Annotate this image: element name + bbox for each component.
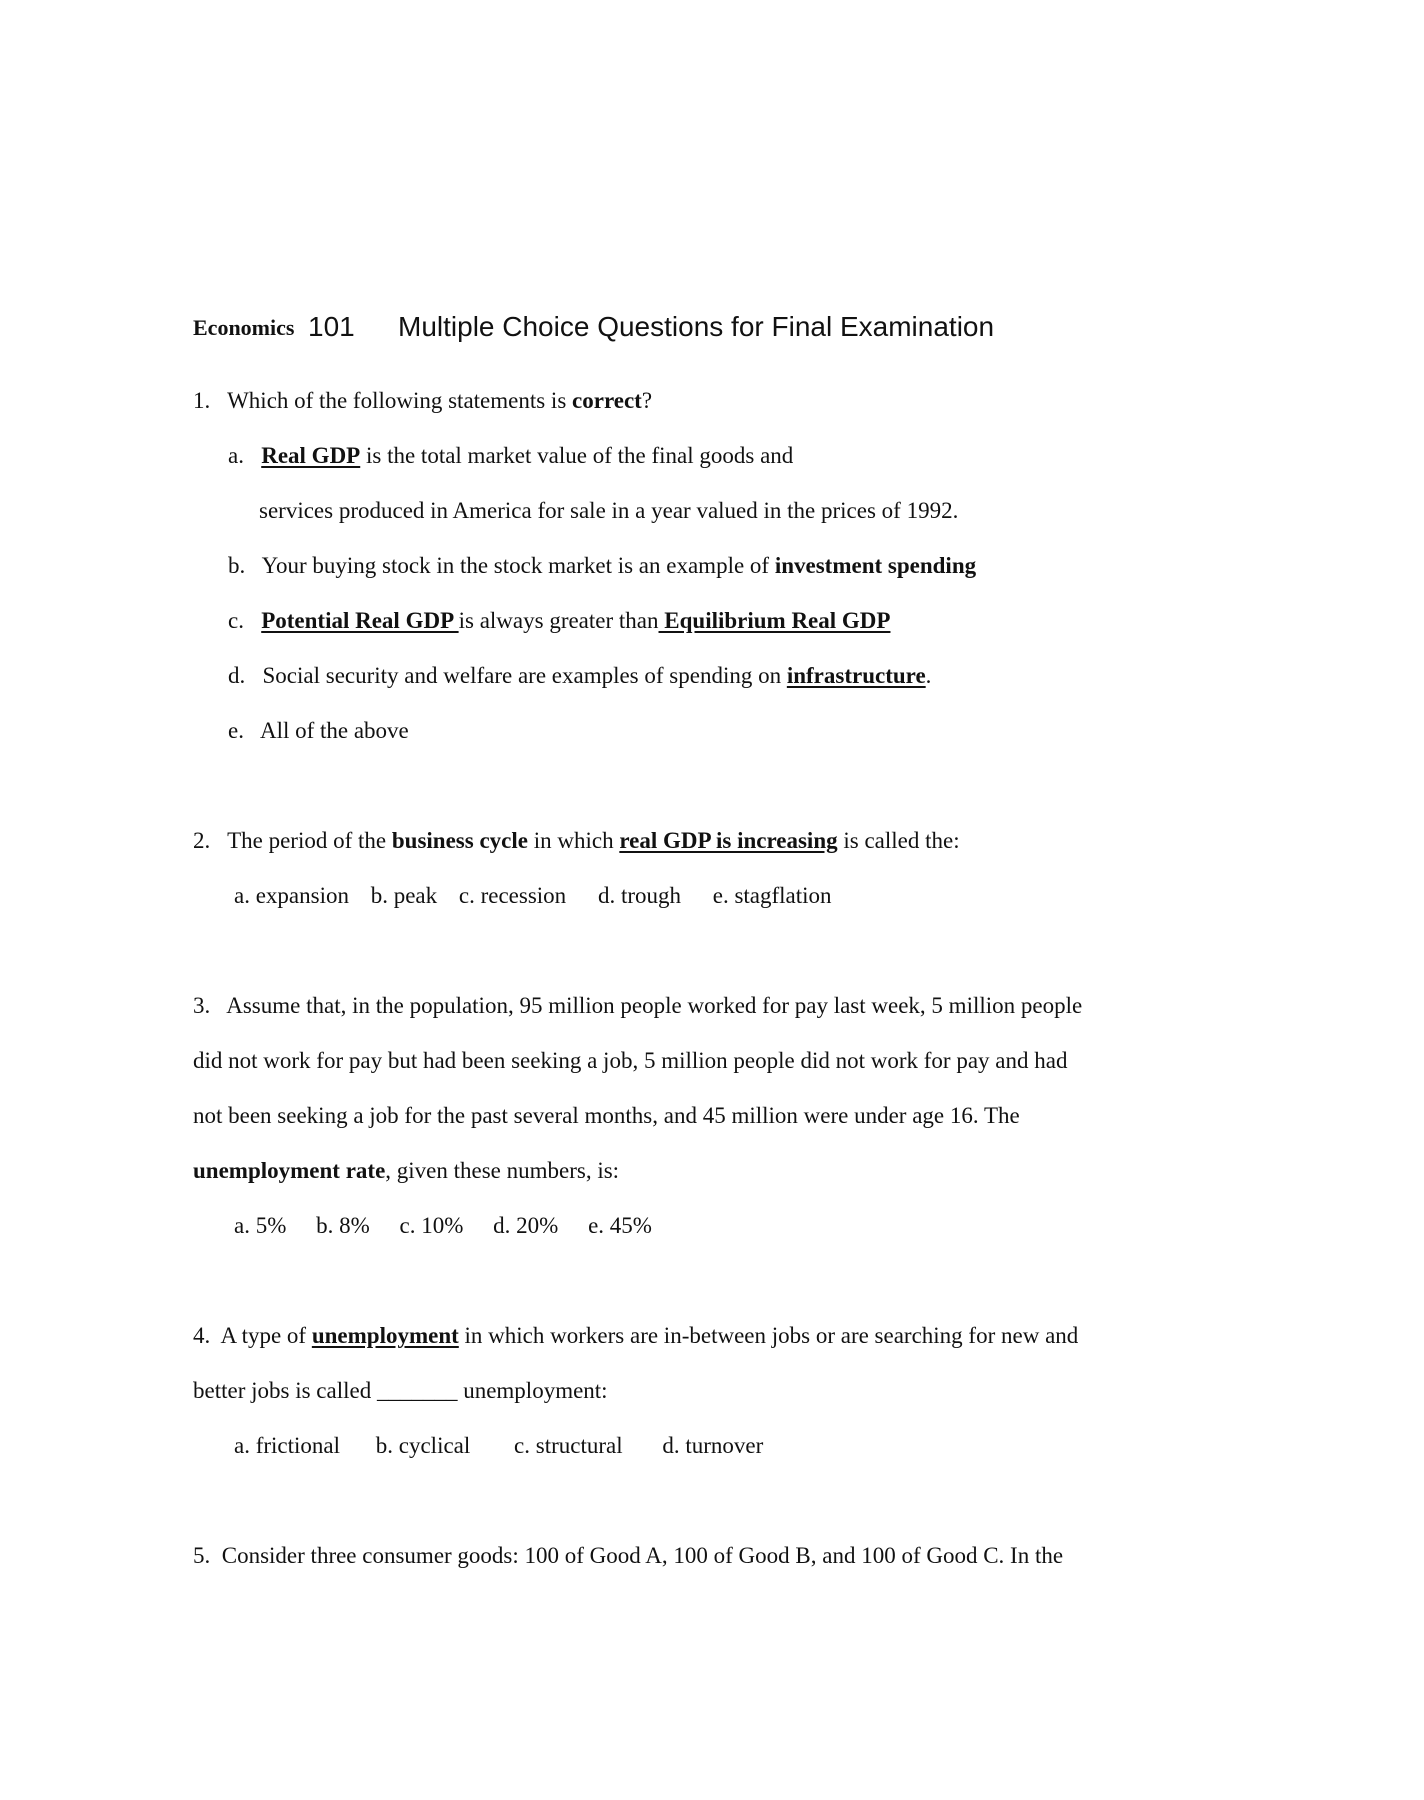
question-5-stem [193,1544,1063,1567]
choice-e: e. 45% [588,1213,652,1238]
stem-text: Consider three consumer goods: 100 of Good A, 100 of Good B, and 100 of Good C. In the [221,1543,1064,1568]
option-term: infrastructure [786,663,926,688]
stem-text: is called the: [837,828,960,853]
option-term: Real GDP [261,443,361,468]
course-name: Economics [193,315,295,340]
choice-e: e. stagflation [712,883,832,908]
stem-text: better jobs is called [193,1378,377,1403]
stem-text: in which [527,828,620,853]
choice-d: d. turnover [662,1433,764,1458]
choice-a: a. expansion [234,883,349,908]
choice-d: d. 20% [493,1213,559,1238]
stem-term: real GDP is increasing [619,828,838,853]
question-3-stem-line-4 [193,1159,619,1182]
question-3-stem-line-2: did not work for pay but had been seeking a job, 5 million people did not work for pay and had [193,1048,1068,1073]
question-1-option-a [228,444,793,467]
question-number: 5. [193,1543,211,1568]
question-1-stem [193,389,652,412]
question-1-option-b [228,554,976,577]
stem-punct: ? [641,388,653,413]
option-letter: c. [228,608,244,633]
choice-b: b. 8% [316,1213,370,1238]
question-3-stem-line-3: not been seeking a job for the past several months, and 45 million were under age 16. The [193,1103,1020,1128]
page-title: Multiple Choice Questions for Final Examination [398,311,995,342]
option-letter: a. [228,443,244,468]
stem-text: The period of the [227,828,392,853]
question-1-option-e [228,719,409,742]
stem-emphasis: unemployment rate [193,1158,386,1183]
question-3-choices [234,1214,652,1237]
question-3-stem-line-1 [193,994,1082,1017]
question-number: 3. [193,993,211,1018]
stem-text: Assume that, in the population, 95 million people worked for pay last week, 5 million people [226,993,1083,1018]
question-4-stem-line-1 [193,1324,1078,1347]
stem-term: unemployment [311,1323,459,1348]
course-number: 101 [308,311,355,342]
stem-emphasis: business cycle [391,828,528,853]
question-4-stem-line-2 [193,1379,608,1402]
option-term-2: Equilibrium Real GDP [658,608,891,633]
question-1-option-a-continued: services produced in America for sale in a year valued in the prices of 1992. [259,498,959,523]
question-1-option-d [228,664,931,687]
stem-text: , given these numbers, is: [385,1158,620,1183]
choice-d: d. trough [597,883,681,908]
answer-blank: _______ [376,1378,458,1403]
question-number: 4. [193,1323,211,1348]
choice-b: b. cyclical [375,1433,471,1458]
question-2-stem [193,829,960,852]
option-text: is the total market value of the final goods and [360,443,794,468]
stem-text: A type of [220,1323,312,1348]
choice-a: a. 5% [234,1213,287,1238]
choice-c: c. 10% [399,1213,464,1238]
question-number: 2. [193,828,211,853]
option-text: Social security and welfare are examples of spending on [262,663,787,688]
choice-c: c. structural [514,1433,623,1458]
stem-text: Which of the following statements is [227,388,573,413]
question-1-option-c [228,609,890,632]
question-2-choices [234,884,832,907]
option-text: Your buying stock in the stock market is an example of [261,553,775,578]
stem-text: in which workers are in-between jobs or are searching for new and [458,1323,1079,1348]
option-text: All of the above [259,718,409,743]
option-emphasis: investment spending [774,553,977,578]
option-punct: . [925,663,932,688]
stem-text: unemployment: [457,1378,608,1403]
option-term-1: Potential Real GDP [261,608,459,633]
choice-c: c. recession [458,883,567,908]
question-4-choices [234,1434,763,1457]
option-letter: d. [228,663,246,688]
option-letter: b. [228,553,246,578]
option-letter: e. [228,718,244,743]
choice-b: b. peak [370,883,438,908]
option-text: is always greater than [458,608,659,633]
stem-emphasis: correct [572,388,642,413]
question-number: 1. [193,388,211,413]
choice-a: a. frictional [234,1433,341,1458]
